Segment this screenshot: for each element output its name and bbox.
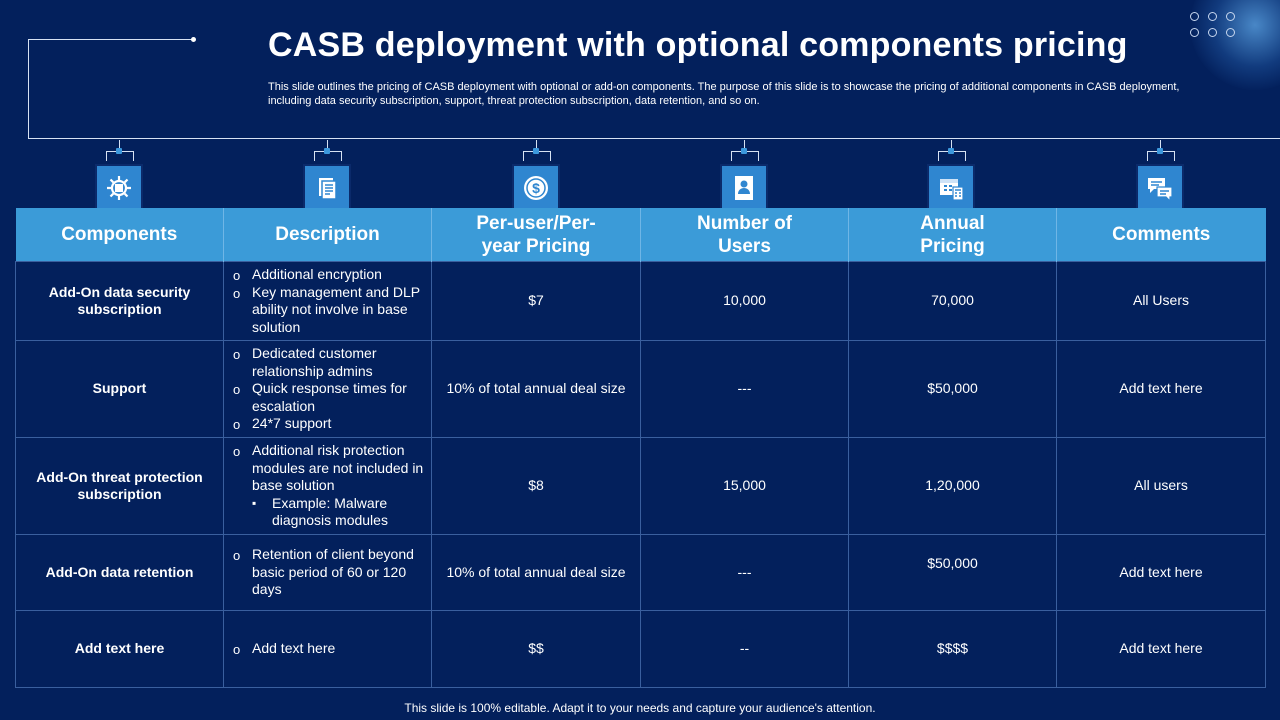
frame-dot (191, 37, 196, 42)
list-item: o Additional risk protection modules are not included in base solution ▪ Example: Malware diagnosis modules (232, 442, 425, 530)
table-row (16, 341, 1266, 438)
table-row (16, 438, 1266, 535)
cell-description (224, 438, 432, 535)
cell-comments: Add text here (1057, 611, 1266, 688)
cell-per-user-pricing: $$ (432, 611, 641, 688)
slide-title: CASB deployment with optional components pricing (268, 26, 1128, 64)
pricing-table (15, 208, 1266, 688)
list-item: o Additional encryption (232, 266, 425, 284)
list-item: o Dedicated customer relationship admins (232, 345, 425, 380)
header-comments: Comments (1057, 208, 1266, 262)
cell-annual-pricing: $50,000 (849, 341, 1057, 438)
list-item: o Retention of client beyond basic period of 60 or 120 days (232, 546, 425, 599)
cell-comments: Add text here (1057, 341, 1266, 438)
cell-annual-pricing: $$$$ (849, 611, 1057, 688)
cell-component: Support (16, 341, 224, 438)
table-row (16, 262, 1266, 341)
cell-component: Add text here (16, 611, 224, 688)
cell-component: Add-On data security subscription (16, 262, 224, 341)
cell-number-of-users: --- (641, 535, 849, 611)
icon-column-users (715, 140, 775, 216)
cell-component: Add-On data retention (16, 535, 224, 611)
sub-list-item: ▪ Example: Malware diagnosis modules (252, 495, 425, 530)
frame-line-bottom (28, 138, 1280, 139)
icon-column-description (298, 140, 358, 216)
cell-per-user-pricing: $7 (432, 262, 641, 341)
cell-description (224, 262, 432, 341)
cell-comments: All users (1057, 438, 1266, 535)
cell-number-of-users: 15,000 (641, 438, 849, 535)
table-header-row (16, 208, 1266, 262)
settings-gear-icon (95, 164, 143, 212)
list-item: o Add text here (232, 640, 425, 658)
header-number-of-users: Number of Users (641, 208, 849, 262)
cell-description (224, 535, 432, 611)
list-item: o Key management and DLP ability not involve in base solution (232, 284, 425, 337)
list-item: o 24*7 support (232, 415, 425, 433)
cell-comments: Add text here (1057, 535, 1266, 611)
cell-description (224, 341, 432, 438)
cell-number-of-users: --- (641, 341, 849, 438)
cell-number-of-users: -- (641, 611, 849, 688)
cell-annual-pricing: 70,000 (849, 262, 1057, 341)
document-icon (303, 164, 351, 212)
cell-component: Add-On threat protection subscription (16, 438, 224, 535)
cell-number-of-users: 10,000 (641, 262, 849, 341)
user-badge-icon (720, 164, 768, 212)
cell-annual-pricing: 1,20,000 (849, 438, 1057, 535)
header-description: Description (224, 208, 432, 262)
icon-column-annual (922, 140, 982, 216)
corner-glow (1190, 0, 1280, 90)
table-row (16, 535, 1266, 611)
list-item: o Quick response times for escalation (232, 380, 425, 415)
icon-column-components (90, 140, 150, 216)
slide-subtitle: This slide outlines the pricing of CASB deployment with optional or add-on components. The purpose of this slide is to showcase the pricing of additional components in CASB deployment, including data security subscription, support, threat protection subscription, data retention, and so on. (268, 81, 1180, 107)
svg-text:$: $ (532, 180, 540, 196)
icon-column-pricing (507, 140, 567, 216)
cell-per-user-pricing: 10% of total annual deal size (432, 535, 641, 611)
cell-description (224, 611, 432, 688)
calendar-calculator-icon (927, 164, 975, 212)
header-annual-pricing: Annual Pricing (849, 208, 1057, 262)
slide-footer: This slide is 100% editable. Adapt it to your needs and capture your audience's attention. (404, 701, 876, 715)
icon-column-comments (1131, 140, 1191, 216)
frame-line-top (28, 39, 193, 40)
cell-per-user-pricing: $8 (432, 438, 641, 535)
frame-line-left (28, 39, 29, 138)
dollar-coin-icon (512, 164, 560, 212)
cell-annual-pricing: $50,000 (849, 535, 1057, 611)
header-components: Components (16, 208, 224, 262)
header-per-user-pricing: Per-user/Per-year Pricing (432, 208, 641, 262)
cell-comments: All Users (1057, 262, 1266, 341)
chat-bubbles-icon (1136, 164, 1184, 212)
table-row (16, 611, 1266, 688)
cell-per-user-pricing: 10% of total annual deal size (432, 341, 641, 438)
